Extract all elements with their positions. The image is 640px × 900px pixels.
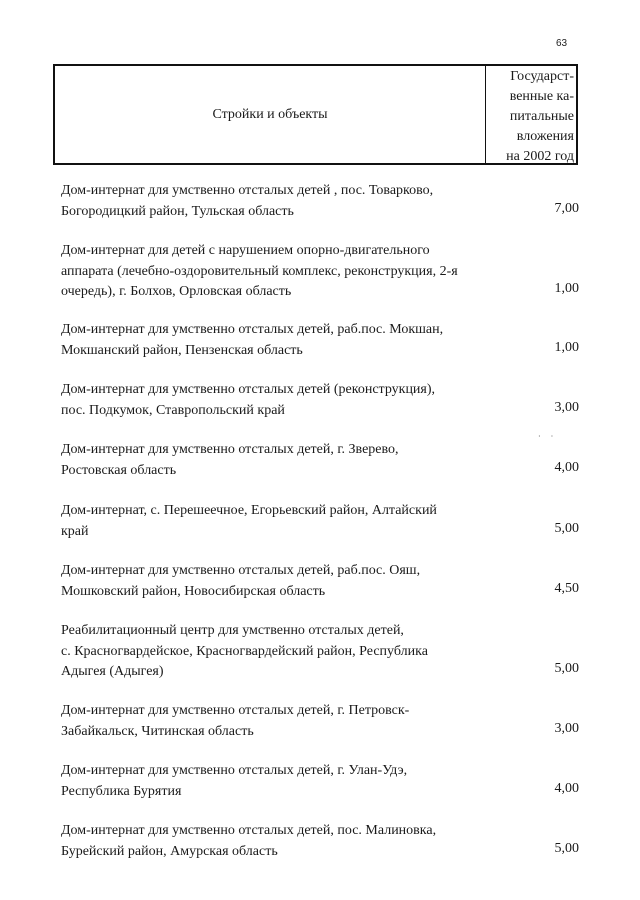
row-description <box>61 241 491 303</box>
row-description <box>61 380 491 421</box>
table-row <box>61 821 581 862</box>
header-line: вложения <box>516 129 574 144</box>
row-line: Дом-интернат для умственно отсталых детей, г. Зверево, <box>61 442 399 457</box>
table-header <box>53 64 578 165</box>
scan-specks: ·· <box>538 432 564 441</box>
header-line: Государст- <box>510 69 574 84</box>
row-line: Дом-интернат для умственно отсталых детей, пос. Малиновка, <box>61 823 437 838</box>
row-value: 3,00 <box>554 400 579 415</box>
header-line: питальные <box>509 109 574 124</box>
row-line: Забайкальск, Читинская область <box>61 723 254 739</box>
row-line: Бурейский район, Амурская область <box>61 843 278 859</box>
header-column-investment <box>486 66 576 163</box>
row-line: Дом-интернат для умственно отсталых детей (реконструкция), <box>61 382 436 397</box>
row-value: 5,00 <box>554 521 579 536</box>
table-row <box>61 380 581 421</box>
row-line: край <box>61 523 89 539</box>
row-line: пос. Подкумок, Ставропольский край <box>61 402 285 418</box>
row-line: аппарата (лечебно-оздоровительный комплекс, реконструкция, 2-я <box>61 263 458 279</box>
row-value: 1,00 <box>554 281 579 296</box>
row-description <box>61 561 491 602</box>
table-row <box>61 621 581 683</box>
row-line: Дом-интернат для умственно отсталых детей , пос. Товарково, <box>61 183 434 198</box>
row-description <box>61 761 491 802</box>
row-line: очередь), г. Болхов, Орловская область <box>61 284 292 299</box>
row-line: Дом-интернат для умственно отсталых детей, г. Улан-Удэ, <box>61 763 408 778</box>
row-description <box>61 701 491 742</box>
row-value: 7,00 <box>554 201 579 216</box>
row-description <box>61 440 491 481</box>
row-description <box>61 320 491 361</box>
row-description <box>61 621 491 683</box>
table-row <box>61 181 581 222</box>
table-row <box>61 440 581 481</box>
row-value: 5,00 <box>554 841 579 856</box>
row-line: Дом-интернат для детей с нарушением опорно-двигательного <box>61 243 430 258</box>
row-value: 4,00 <box>554 460 579 475</box>
row-line: Мокшанский район, Пензенская область <box>61 342 303 358</box>
table-row <box>61 701 581 742</box>
row-line: Адыгея (Адыгея) <box>61 664 164 679</box>
row-line: Дом-интернат для умственно отсталых детей, раб.пос. Ояш, <box>61 563 421 578</box>
row-line: Реабилитационный центр для умственно отсталых детей, <box>61 623 404 638</box>
row-value: 5,00 <box>554 661 579 676</box>
row-line: Дом-интернат для умственно отсталых детей, раб.пос. Мокшан, <box>61 322 444 337</box>
row-value: 3,00 <box>554 721 579 736</box>
row-line: Дом-интернат, с. Перешеечное, Егорьевский район, Алтайский <box>61 503 437 518</box>
table-row <box>61 761 581 802</box>
table-row <box>61 241 581 303</box>
row-line: Богородицкий район, Тульская область <box>61 203 294 219</box>
header-line: на 2002 год <box>506 149 574 164</box>
row-line: Республика Бурятия <box>61 783 182 799</box>
row-value: 4,00 <box>554 781 579 796</box>
table-row <box>61 320 581 361</box>
row-line: Мошковский район, Новосибирская область <box>61 583 326 599</box>
row-description <box>61 501 491 542</box>
row-value: 4,50 <box>554 581 579 596</box>
header-column-objects: Стройки и объекты <box>55 66 486 163</box>
page-number: 63 <box>556 38 568 49</box>
table-row <box>61 501 581 542</box>
table-row <box>61 561 581 602</box>
row-description <box>61 821 491 862</box>
row-value: 1,00 <box>554 340 579 355</box>
row-line: Дом-интернат для умственно отсталых детей, г. Петровск- <box>61 703 410 718</box>
header-line: венные ка- <box>509 89 574 104</box>
row-description <box>61 181 491 222</box>
row-line: Ростовская область <box>61 462 177 478</box>
row-line: с. Красногвардейское, Красногвардейский район, Республика <box>61 643 428 659</box>
